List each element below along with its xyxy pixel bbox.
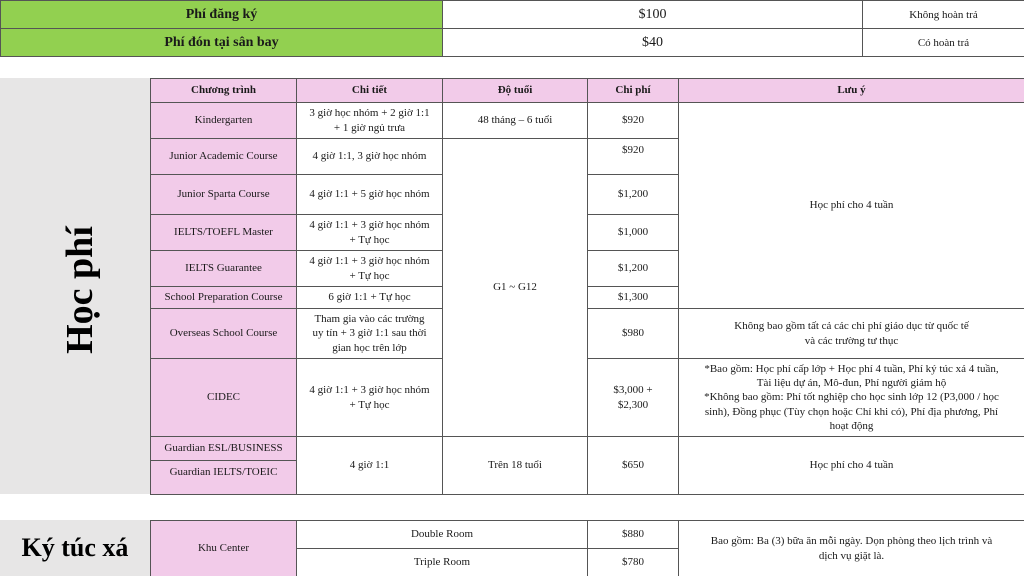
- program-cell: Guardian ESL/BUSINESS: [151, 437, 297, 461]
- detail-cell: Tham gia vào các trường uy tín + 3 giờ 1:1 sau thời gian học trên lớp: [297, 309, 443, 359]
- cost-cell: $1,300: [588, 287, 679, 309]
- fees-table: [0, 0, 1024, 57]
- detail-cell: 4 giờ 1:1, 3 giờ học nhóm: [297, 139, 443, 175]
- note-cell: Học phí cho 4 tuần: [679, 437, 1024, 495]
- cost-cell: $980: [588, 309, 679, 359]
- note-cell: Học phí cho 4 tuần: [679, 103, 1024, 309]
- cost-cell: $1,200: [588, 251, 679, 287]
- cost-cell: $920: [588, 103, 679, 139]
- dorm-section-title: Ký túc xá: [21, 533, 129, 562]
- room-cost-cell: $780: [588, 549, 679, 576]
- detail-cell: 4 giờ 1:1 + 3 giờ học nhóm + Tự học: [297, 359, 443, 437]
- tuition-table: [150, 78, 1024, 495]
- cost-cell: $650: [588, 437, 679, 495]
- cost-cell: $920: [588, 139, 679, 175]
- dorm-note-cell: Bao gồm: Ba (3) bữa ăn mỗi ngày. Dọn phòng theo lịch trình và dịch vụ giặt là.: [679, 521, 1024, 576]
- program-cell: CIDEC: [151, 359, 297, 437]
- cost-cell: $1,200: [588, 175, 679, 215]
- fee-note: Có hoàn trả: [863, 29, 1024, 57]
- cost-cell: $1,000: [588, 215, 679, 251]
- fee-amount: $100: [443, 1, 863, 29]
- age-cell: 48 tháng – 6 tuổi: [443, 103, 588, 139]
- header-program: Chương trình: [151, 79, 297, 103]
- fee-label: Phí đăng ký: [1, 1, 443, 29]
- program-cell: Overseas School Course: [151, 309, 297, 359]
- tuition-header-row: [151, 79, 1024, 103]
- fee-label: Phí đón tại sân bay: [1, 29, 443, 57]
- program-cell: Kindergarten: [151, 103, 297, 139]
- header-age: Độ tuổi: [443, 79, 588, 103]
- header-note: Lưu ý: [679, 79, 1024, 103]
- room-type-cell: Double Room: [297, 521, 588, 549]
- fee-amount: $40: [443, 29, 863, 57]
- program-cell: Junior Sparta Course: [151, 175, 297, 215]
- program-cell: Guardian IELTS/TOEIC: [151, 461, 297, 495]
- table-row: [151, 309, 1024, 359]
- detail-cell: 6 giờ 1:1 + Tự học: [297, 287, 443, 309]
- fee-note: Không hoàn trả: [863, 1, 1024, 29]
- fee-row: [1, 1, 1024, 29]
- note-cell: Không bao gồm tất cả các chi phí giáo dục từ quốc tế và các trường tư thục: [679, 309, 1024, 359]
- detail-cell: 4 giờ 1:1: [297, 437, 443, 495]
- detail-cell: 4 giờ 1:1 + 3 giờ học nhóm + Tự học: [297, 215, 443, 251]
- room-cost-cell: $880: [588, 521, 679, 549]
- program-cell: IELTS Guarantee: [151, 251, 297, 287]
- detail-cell: 4 giờ 1:1 + 5 giờ học nhóm: [297, 175, 443, 215]
- dorm-location-cell: Khu Center: [151, 521, 297, 576]
- table-row: [151, 521, 1024, 549]
- table-row: [151, 437, 1024, 461]
- note-cell: *Bao gồm: Học phí cấp lớp + Học phí 4 tuần, Phí ký túc xá 4 tuần, Tài liệu dự án, Mô-đun, Phí người giám hộ *Không bao gồm: Phí tốt nghiệp cho học sinh lớp 12 (P3,000 / học sinh), Đồng phục (Tùy chọn hoặc Chỉ khi có), Phí địa phương, Phí hoạt động: [679, 359, 1024, 437]
- age-cell: Trên 18 tuổi: [443, 437, 588, 495]
- header-detail: Chi tiết: [297, 79, 443, 103]
- room-type-cell: Triple Room: [297, 549, 588, 576]
- program-cell: School Preparation Course: [151, 287, 297, 309]
- cost-cell: $3,000 + $2,300: [588, 359, 679, 437]
- tuition-section-title: Học phí: [59, 226, 101, 354]
- program-cell: Junior Academic Course: [151, 139, 297, 175]
- detail-cell: 4 giờ 1:1 + 3 giờ học nhóm + Tự học: [297, 251, 443, 287]
- program-cell: IELTS/TOEFL Master: [151, 215, 297, 251]
- table-row: [151, 359, 1024, 437]
- header-cost: Chi phí: [588, 79, 679, 103]
- table-row: [151, 103, 1024, 139]
- dorm-table: [150, 520, 1024, 576]
- age-cell: G1 ~ G12: [443, 139, 588, 437]
- detail-cell: 3 giờ học nhóm + 2 giờ 1:1 + 1 giờ ngủ trưa: [297, 103, 443, 139]
- fee-row: [1, 29, 1024, 57]
